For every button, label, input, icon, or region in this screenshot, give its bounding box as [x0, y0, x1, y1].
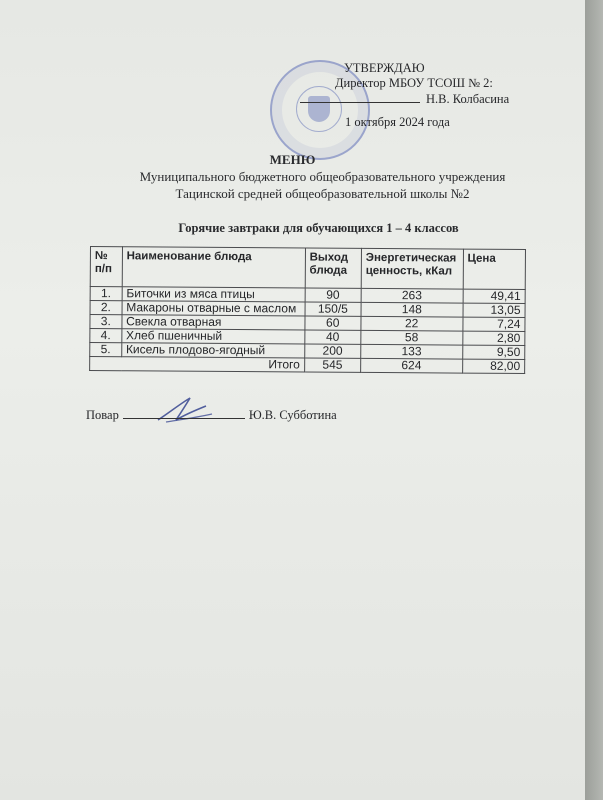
row-name: Кисель плодово-ягодный [121, 343, 304, 358]
cook-label: Повар [86, 408, 119, 422]
header-name: Наименование блюда [122, 247, 305, 288]
total-energy: 624 [361, 358, 463, 373]
row-price: 13,05 [463, 303, 526, 317]
cook-signature-block [86, 408, 337, 423]
approval-date: 1 октября 2024 года [345, 115, 450, 129]
approve-label: УТВЕРЖДАЮ [344, 61, 425, 75]
row-price: 49,41 [463, 289, 526, 303]
header-energy: Энергетическая ценность, кКал [361, 248, 463, 289]
row-portion: 200 [304, 344, 360, 358]
total-label: Итого [90, 357, 305, 372]
row-energy: 263 [361, 288, 463, 303]
cook-signature-line [123, 418, 245, 419]
row-num: 2. [90, 301, 122, 315]
table-header-row [90, 247, 525, 290]
table-total-row [90, 357, 525, 374]
director-name: Н.В. Колбасина [426, 92, 510, 106]
header-portion: Выход блюда [305, 248, 361, 288]
row-portion: 40 [305, 330, 361, 344]
menu-subtitle: Горячие завтраки для обучающихся 1 – 4 классов [178, 221, 459, 235]
row-name: Биточки из мяса птицы [122, 287, 305, 302]
row-energy: 133 [361, 344, 463, 359]
row-name: Свекла отварная [122, 315, 305, 330]
row-price: 7,24 [463, 317, 526, 331]
row-num: 3. [90, 315, 122, 329]
row-name: Хлеб пшеничный [122, 329, 305, 344]
row-price: 9,50 [462, 345, 525, 359]
menu-title: МЕНЮ [269, 152, 316, 167]
row-energy: 58 [361, 330, 463, 345]
row-num: 1. [90, 287, 122, 301]
director-position: Директор МБОУ ТСОШ № 2: [335, 76, 493, 90]
header-price: Цена [463, 249, 526, 289]
total-portion: 545 [304, 358, 360, 372]
org-name-line2: Тацинской средней общеобразовательной школы №2 [175, 186, 470, 201]
header-num: № п/п [90, 247, 122, 287]
menu-table [89, 246, 526, 374]
row-num: 5. [90, 343, 122, 357]
org-name-line1: Муниципального бюджетного общеобразовательного учреждения [139, 169, 506, 184]
cook-name: Ю.В. Субботина [248, 408, 337, 422]
row-portion: 60 [305, 316, 361, 330]
row-num: 4. [90, 329, 122, 343]
row-name: Макароны отварные с маслом [122, 301, 305, 316]
row-portion: 150/5 [305, 302, 361, 316]
director-signature-line [300, 91, 509, 108]
row-price: 2,80 [462, 331, 525, 345]
row-portion: 90 [305, 288, 361, 302]
total-price: 82,00 [462, 359, 525, 373]
row-energy: 22 [361, 316, 463, 331]
row-energy: 148 [361, 302, 463, 317]
background-edge [585, 0, 603, 800]
